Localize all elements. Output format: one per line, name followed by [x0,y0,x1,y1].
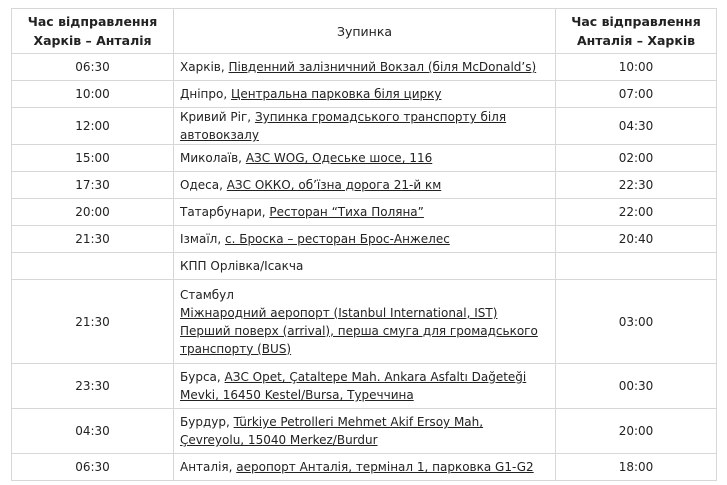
departure-time-back: 03:00 [556,280,717,364]
stop-city: Татарбунари [180,205,262,219]
stop-location-rest: – ресторан Брос-Анжелес [283,232,450,246]
stop-location-link[interactable]: Ресторан “Тиха Поляна” [269,205,424,219]
table-row [12,364,717,409]
stop-location-link[interactable]: Міжнародний аеропорт (Istanbul International, IST) Перший поверх (arrival), перша смуга для громадського транспорту (BUS) [180,305,538,356]
stop-separator: , [225,415,234,429]
departure-time-back: 07:00 [556,81,717,108]
departure-time-out: 12:00 [12,108,174,145]
header-row [12,9,717,54]
departure-time-out: 15:00 [12,145,174,172]
departure-time-back: 04:30 [556,108,717,145]
table-row [12,226,717,253]
stop-city: Харків [180,60,221,74]
departure-time-back: 22:30 [556,172,717,199]
departure-time-out: 10:00 [12,81,174,108]
schedule-table [11,8,717,481]
stop-location-link[interactable]: АЗС Opet, Çataltepe Mah. Ankara Asfaltı Dağeteği Mevki, 16450 Kestel/Bursa, Туреччина [180,370,527,402]
departure-time-out: 06:30 [12,454,174,481]
stop-cell [174,81,556,108]
stop-separator: , [238,151,246,165]
stop-location-link[interactable]: Південний залізничний Вокзал (біля McDonald’s) [228,60,537,74]
stop-cell [174,145,556,172]
departure-time-out: 06:30 [12,54,174,81]
stop-separator: , [261,205,270,219]
stop-location-link[interactable]: АЗС ОККО, об’їзна дорога 21-й км [226,178,442,192]
stop-city: Дніпро [180,87,224,101]
departure-time-back: 20:40 [556,226,717,253]
stop-city: КПП Орлівка/Ісакча [180,259,304,273]
stop-separator: , [220,60,229,74]
stop-separator: , [223,87,231,101]
stop-cell [174,226,556,253]
stop-city: Анталія [180,460,229,474]
stop-location-link[interactable]: Центральна парковка біля цирку [231,87,442,101]
departure-time-out: 21:30 [12,226,174,253]
departure-time-out: 20:00 [12,199,174,226]
header-departure-kharkiv-antalya: Час відправлення Харків – Анталія [12,9,174,54]
header-stop: Зупинка [174,9,556,54]
stop-separator: , [228,460,237,474]
stop-city: Бурса [180,370,217,384]
stop-cell [174,409,556,454]
stop-cell [174,54,556,81]
stop-city: Бурдур [180,415,226,429]
table-row [12,280,717,364]
departure-time-out: 17:30 [12,172,174,199]
departure-time-out: 21:30 [12,280,174,364]
stop-city: Кривий Ріг [180,110,248,124]
table-row [12,199,717,226]
departure-time-out: 23:30 [12,364,174,409]
departure-time-back: 18:00 [556,454,717,481]
table-row [12,409,717,454]
stop-location-link[interactable]: Зупинка громадського транспорту біля автовокзалу [180,110,507,142]
stop-location-link[interactable]: АЗС WOG, Одеське шосе, 116 [245,151,433,165]
departure-time-out [12,253,174,280]
stop-cell [174,253,556,280]
departure-time-out: 04:30 [12,409,174,454]
table-row [12,253,717,280]
table-row [12,108,717,145]
departure-time-back: 20:00 [556,409,717,454]
departure-time-back: 02:00 [556,145,717,172]
table-row [12,172,717,199]
stop-separator: , [216,370,225,384]
stop-city: Одеса [180,178,220,192]
stop-cell [174,364,556,409]
stop-cell [174,454,556,481]
stop-cell [174,199,556,226]
stop-location-link[interactable]: аеропорт Анталія, термінал 1, парковка G1-G2 [236,460,534,474]
stop-separator: , [247,110,255,124]
stop-location-link[interactable]: с. Броска [224,232,284,246]
stop-location-link[interactable]: Türkiye Petrolleri Mehmet Akif Ersoy Mah, Çevreyolu, 15040 Merkez/Burdur [180,415,484,447]
table-row [12,145,717,172]
header-departure-antalya-kharkiv: Час відправлення Анталія – Харків [556,9,717,54]
stop-cell [174,108,556,145]
stop-cell [174,172,556,199]
departure-time-back [556,253,717,280]
stop-city: Миколаїв [180,151,239,165]
departure-time-back: 22:00 [556,199,717,226]
stop-cell [174,280,556,364]
departure-time-back: 00:30 [556,364,717,409]
stop-city: Стамбул [180,287,234,302]
table-row [12,81,717,108]
stop-city: Ізмаїл [180,232,218,246]
departure-time-back: 10:00 [556,54,717,81]
table-row [12,454,717,481]
stop-separator: , [219,178,227,192]
table-row [12,54,717,81]
stop-separator: , [217,232,225,246]
